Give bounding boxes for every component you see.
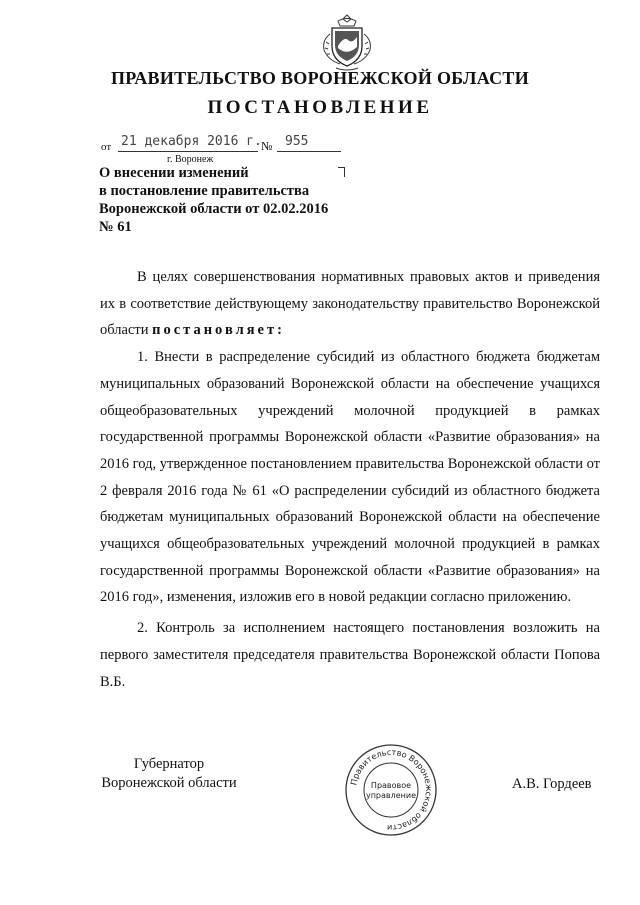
stamp-center-line: Правовое — [370, 781, 412, 790]
decree-colon: : — [277, 322, 285, 339]
subject-line: Воронежской области от 02.02.2016 — [99, 201, 329, 217]
document-type-title: ПОСТАНОВЛЕНИЕ — [207, 97, 433, 118]
number-label: № — [261, 139, 273, 153]
coat-of-arms-icon — [316, 12, 378, 74]
document-date: 21 декабря 2016 г. — [121, 134, 262, 149]
signer-title-line: Губернатор — [133, 756, 205, 772]
decree-word: постановляет — [152, 322, 278, 339]
subject-line: О внесении изменений — [99, 165, 249, 181]
stamp-ring-textpath: Правительство Воронежской области — [348, 746, 435, 834]
subject-line: № 61 — [99, 219, 132, 235]
corner-bracket — [338, 167, 345, 177]
preamble-paragraph — [100, 264, 600, 344]
document-number: 955 — [285, 134, 309, 149]
item-1-paragraph: 1. Внести в распределение субсидий из областного бюджета бюджетам муниципальных образований Воронежской области на обеспечение учащихся общеобразовательных учреждений молочной продукцией в рамках государственной программы Воронежской области «Развитие образования» на 2016 год, утвержденное постановлением правительства Воронежской области от 2 февраля 2016 года № 61 «О распределении субсидий из областного бюджета бюджетам муниципальных образований Воронежской области на обеспечение учащихся общеобразовательных учреждений молочной продукцией в рамках государственной программы Воронежской области «Развитие образования» на 2016 год», изменения, изложив его в новой редакции согласно приложению. — [100, 349, 600, 606]
date-underline — [118, 151, 258, 152]
stamp-center-line: управление — [365, 791, 417, 800]
document-body — [100, 264, 600, 695]
preamble-text: В целях совершенствования нормативных правовых актов и приведения их в соответствие действующему законодательству правительство Воронежской области — [100, 269, 600, 339]
date-from-label: от — [101, 141, 112, 153]
stamp-ring-text — [348, 747, 434, 833]
signer-name: А.В. Гордеев — [512, 776, 592, 792]
number-underline — [277, 151, 341, 152]
city-label: г. Воронеж — [167, 154, 214, 165]
government-title: ПРАВИТЕЛЬСТВО ВОРОНЕЖСКОЙ ОБЛАСТИ — [110, 68, 530, 88]
subject-line: в постановление правительства — [99, 183, 310, 199]
dateline — [101, 134, 341, 154]
item-2-paragraph: 2. Контроль за исполнением настоящего постановления возложить на первого заместителя председателя правительства Воронежской области Попова В.Б. — [100, 620, 600, 690]
document-subject — [99, 164, 349, 236]
signer-title-line: Воронежской области — [101, 775, 237, 791]
signer-title — [94, 755, 244, 793]
official-stamp — [343, 742, 439, 838]
